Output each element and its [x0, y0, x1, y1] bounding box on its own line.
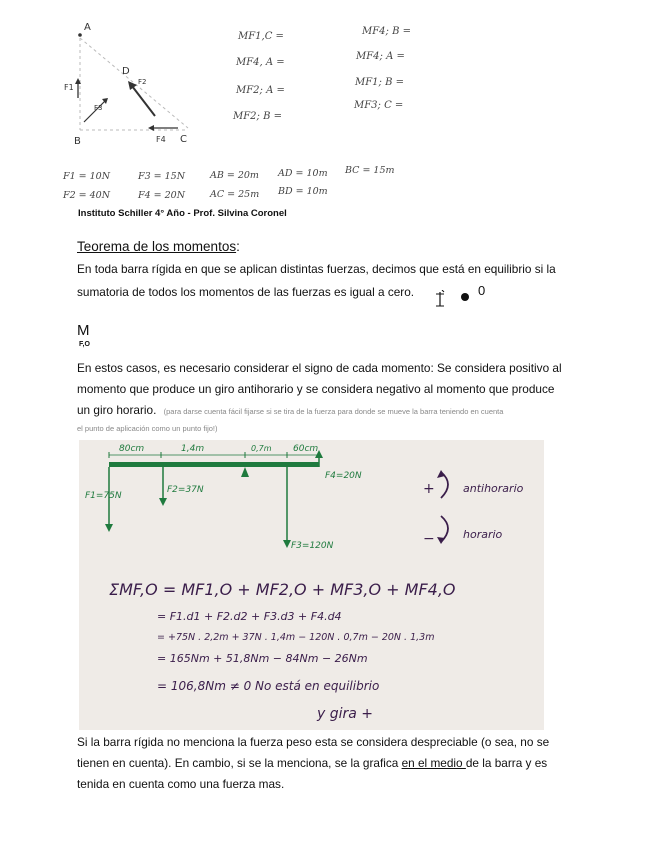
- f3-label: F3: [94, 104, 103, 112]
- moment-f3-c: MF3; C =: [354, 100, 404, 111]
- given-bd: BD = 10m: [278, 186, 328, 197]
- force-f4-label: F4=20N: [325, 471, 362, 481]
- given-ac: AC = 25m: [210, 189, 260, 200]
- moment-symbol: M: [77, 322, 90, 339]
- given-ad: AD = 10m: [278, 168, 328, 179]
- distance-d2: 1,4m: [181, 444, 205, 454]
- distance-d1: 80cm: [119, 444, 145, 454]
- moment-f1-c: MF1,C =: [238, 31, 284, 42]
- para3-line2-row: [77, 753, 577, 774]
- f4-label: F4: [156, 135, 166, 144]
- force-f1-label: F1=75N: [85, 491, 122, 501]
- force-f2-label: F2=37N: [167, 485, 204, 495]
- moment-f2-b: MF2; B =: [233, 111, 282, 122]
- bullet-dot-icon: [460, 289, 470, 307]
- para2-note-a: (para darse cuenta fácil fijarse si se tira de la fuerza para donde se mueve la barra teniendo en cuenta: [163, 407, 504, 416]
- legend-minus: −: [423, 531, 435, 547]
- para3-line3: tenida en cuenta como una fuerza mas.: [77, 777, 285, 791]
- para3-line2a: tienen en cuenta). En cambio, si se la menciona, se la grafica: [77, 756, 402, 770]
- force-f3-label: F3=120N: [291, 541, 334, 551]
- paragraph-weight: [77, 732, 577, 795]
- equation-line-4: = 165Nm + 51,8Nm − 84Nm − 26Nm: [157, 652, 368, 665]
- worked-example-sketch: [79, 440, 544, 730]
- para1-line1: En toda barra rígida en que se aplican distintas fuerzas, decimos que está en equilibrio si la: [77, 262, 556, 276]
- f2-label: F2: [138, 78, 147, 86]
- equation-line-6: y gira +: [317, 706, 374, 722]
- document-header: Instituto Schiller 4° Año - Prof. Silvina Coronel: [78, 208, 287, 219]
- equation-line-1: ΣMF,O = MF1,O + MF2,O + MF3,O + MF4,O: [109, 580, 456, 599]
- moment-f1-b: MF1; B =: [355, 77, 404, 88]
- point-b-label: B: [74, 136, 81, 147]
- given-f1: F1 = 10N: [63, 171, 111, 182]
- point-a-label: A: [84, 22, 91, 33]
- para3-line2b: en el medio: [401, 756, 466, 770]
- given-f2: F2 = 40N: [63, 190, 111, 201]
- section-title-colon: :: [236, 239, 240, 254]
- given-bc: BC = 15m: [345, 165, 395, 176]
- section-title: [77, 238, 240, 256]
- f1-label: F1: [64, 83, 74, 92]
- paragraph-equilibrium: [77, 259, 577, 303]
- equation-zero: 0: [478, 283, 486, 298]
- para3-line1: Si la barra rígida no menciona la fuerza peso esta se considera despreciable (o sea, no se: [77, 735, 550, 749]
- given-f3: F3 = 15N: [138, 171, 186, 182]
- given-f4: F4 = 20N: [138, 190, 186, 201]
- equation-line-2: = F1.d1 + F2.d2 + F3.d3 + F4.d4: [157, 610, 342, 623]
- moment-subscript: F,O: [79, 341, 90, 348]
- legend-horario: horario: [463, 528, 503, 541]
- legend-antihorario: antihorario: [463, 482, 524, 495]
- moment-f4-b: MF4; B =: [362, 26, 411, 37]
- para2-line3-row: [77, 400, 577, 422]
- paragraph-sign-convention: [77, 358, 577, 436]
- para2-note-b: el punto de aplicación como un punto fijo!): [77, 424, 218, 433]
- para2-line3: un giro horario.: [77, 403, 157, 417]
- sum-sign-icon: [434, 290, 446, 313]
- para1-line2-row: [77, 282, 577, 303]
- given-ab: AB = 20m: [210, 170, 259, 181]
- equation-line-5: = 106,8Nm ≠ 0 No está en equilibrio: [157, 679, 380, 693]
- point-c-label: C: [180, 134, 187, 145]
- distance-d3: 0,7m: [251, 444, 272, 453]
- worked-example-photo: [79, 440, 544, 730]
- moment-f4-a-right: MF4; A =: [356, 51, 405, 62]
- legend-plus: +: [423, 481, 435, 497]
- para1-line2: sumatoria de todos los momentos de las fuerzas es igual a cero.: [77, 285, 415, 299]
- para2-line2: momento que produce un giro antihorario y se considera negativo al momento que produce: [77, 382, 555, 396]
- point-d-label: D: [122, 66, 130, 77]
- moment-f2-a: MF2; A =: [236, 85, 285, 96]
- moment-f4-a: MF4, A =: [236, 57, 285, 68]
- para3-line2c: de la barra y es: [465, 756, 548, 770]
- para2-line1: En estos casos, es necesario considerar el signo de cada momento: Se considera positivo al: [77, 361, 562, 375]
- distance-d4: 60cm: [293, 444, 319, 454]
- section-title-text: Teorema de los momentos: [77, 239, 237, 254]
- equation-line-3: = +75N . 2,2m + 37N . 1,4m − 120N . 0,7m − 20N . 1,3m: [157, 632, 435, 643]
